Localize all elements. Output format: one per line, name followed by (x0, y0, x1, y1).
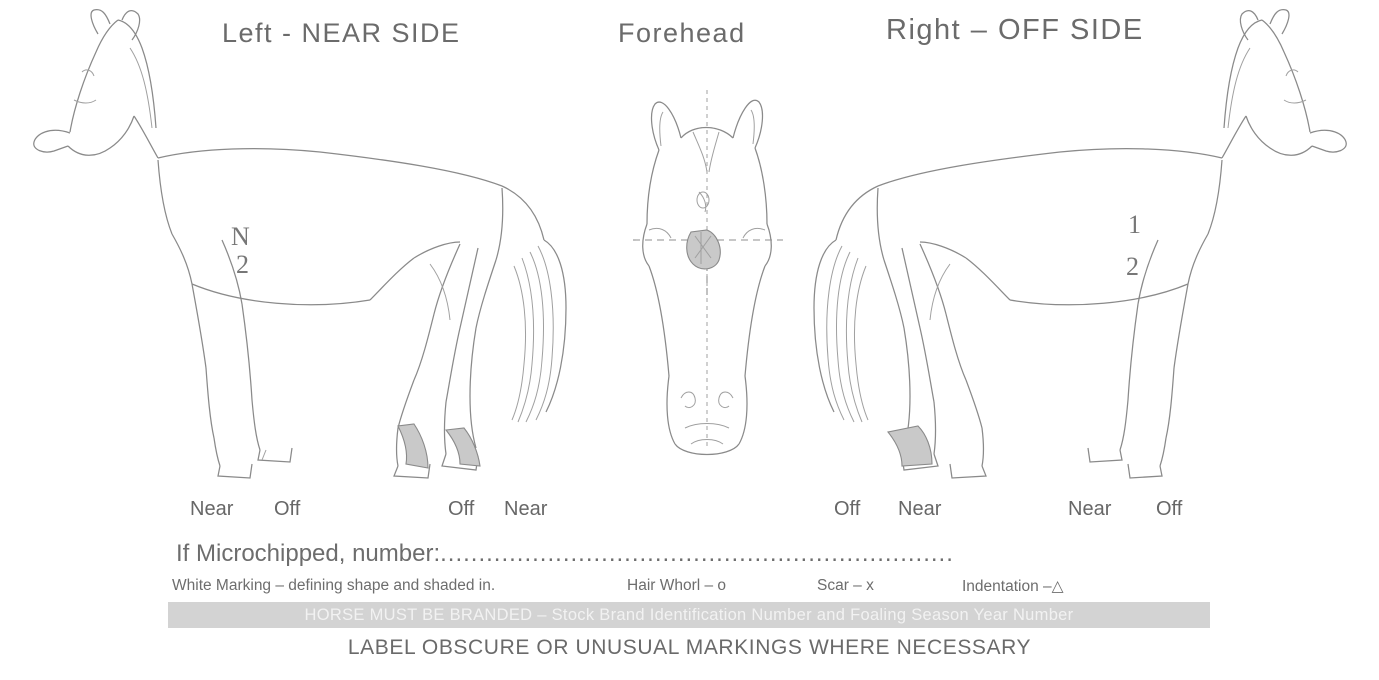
annotation-right-brand-1: 1 (1128, 210, 1141, 239)
column-title-right: Right – OFF SIDE (886, 14, 1144, 46)
microchip-dotted-field[interactable]: ................................................................... (440, 540, 954, 567)
microchip-line (176, 540, 1206, 568)
hoof-label-near-right-front: Near (1068, 498, 1112, 520)
column-title-left: Left - NEAR SIDE (222, 18, 461, 48)
hoof-label-near-right-hind: Near (898, 498, 942, 520)
annotation-left-brand-n: N (231, 222, 250, 251)
horse-outline-forehead (615, 80, 815, 510)
legend-indentation-label: Indentation – (962, 578, 1052, 595)
legend-row (172, 577, 1212, 596)
legend-hair-whorl: Hair Whorl – o (627, 577, 727, 594)
hoof-label-near-left-front: Near (190, 498, 234, 520)
annotation-right-brand-2: 2 (1126, 252, 1139, 281)
legend-scar: Scar – x (817, 577, 874, 594)
column-title-middle: Forehead (618, 18, 746, 48)
annotation-left-brand-2: 2 (236, 250, 249, 279)
hoof-label-off-right-front: Off (1156, 498, 1183, 520)
triangle-icon: △ (1051, 578, 1064, 595)
horse-outline-right-side (790, 8, 1370, 508)
legend-indentation (962, 577, 1172, 596)
microchip-label: If Microchipped, number: (176, 540, 441, 567)
hoof-label-off-left-hind: Off (448, 498, 475, 520)
hoof-label-off-left-front: Off (274, 498, 301, 520)
horse-outline-left-side (10, 8, 590, 508)
hoof-label-off-right-hind: Off (834, 498, 861, 520)
hoof-label-near-left-hind: Near (504, 498, 548, 520)
legend-white-marking: White Marking – defining shape and shaded in. (172, 577, 496, 594)
bottom-instruction: LABEL OBSCURE OR UNUSUAL MARKINGS WHERE NECESSARY (347, 636, 1032, 659)
brand-requirement-bar: HORSE MUST BE BRANDED – Stock Brand Identification Number and Foaling Season Year Number (168, 602, 1210, 628)
